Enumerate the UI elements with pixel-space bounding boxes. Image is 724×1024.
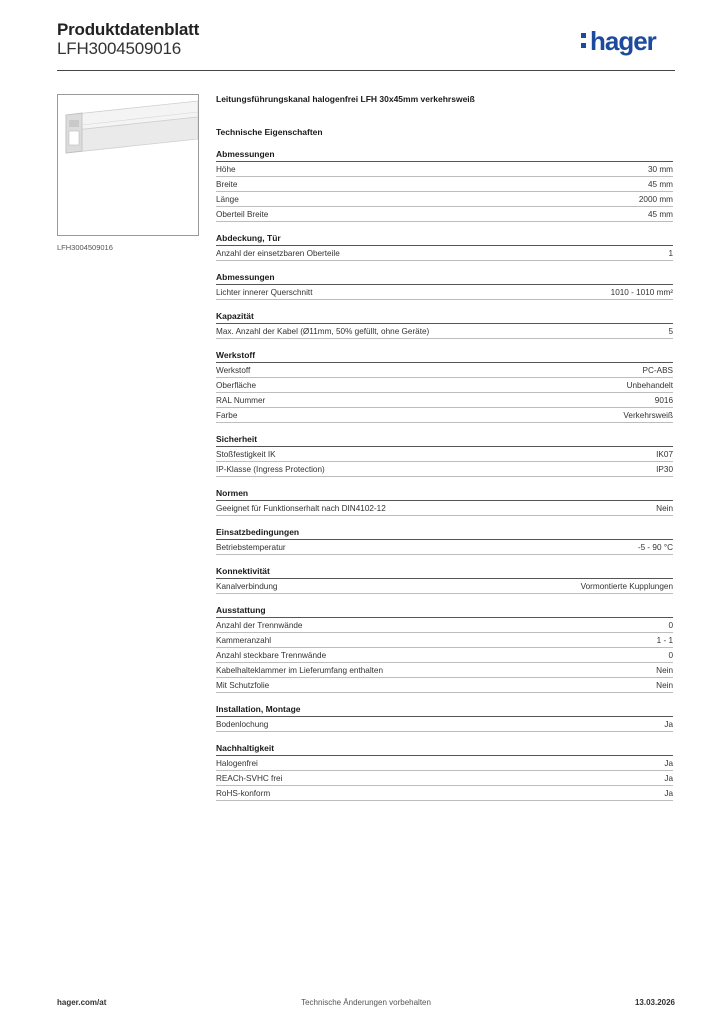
spec-label: Anzahl steckbare Trennwände (216, 650, 327, 660)
logo-text: hager (590, 26, 656, 56)
spec-label: Lichter innerer Querschnitt (216, 287, 313, 297)
spec-row (216, 378, 673, 393)
spec-group-title: Werkstoff (216, 349, 673, 363)
spec-group-title: Sicherheit (216, 433, 673, 447)
spec-value: Ja (664, 788, 673, 798)
spec-row (216, 618, 673, 633)
spec-group-title: Abdeckung, Tür (216, 232, 673, 246)
spec-groups (216, 148, 673, 801)
spec-value: Nein (656, 665, 673, 675)
spec-value: 2000 mm (638, 194, 673, 204)
spec-label: Farbe (216, 410, 238, 420)
spec-group-title: Konnektivität (216, 565, 673, 579)
spec-label: Werkstoff (216, 365, 251, 375)
spec-value: 1 - 1 (656, 635, 673, 645)
spec-group-title: Nachhaltigkeit (216, 742, 673, 756)
footer-date: 13.03.2026 (634, 998, 675, 1007)
spec-label: IP-Klasse (Ingress Protection) (216, 464, 325, 474)
spec-row (216, 633, 673, 648)
spec-row (216, 540, 673, 555)
spec-value: 0 (668, 650, 673, 660)
spec-row (216, 786, 673, 801)
logo-dots-icon (581, 33, 587, 51)
spec-group-title: Kapazität (216, 310, 673, 324)
spec-value: 45 mm (647, 209, 673, 219)
footer-notice: Technische Änderungen vorbehalten (301, 998, 431, 1007)
spec-group-title: Normen (216, 487, 673, 501)
spec-group-title: Ausstattung (216, 604, 673, 618)
spec-row (216, 648, 673, 663)
spec-label: Max. Anzahl der Kabel (Ø11mm, 50% gefüllt, ohne Geräte) (216, 326, 430, 336)
spec-row (216, 447, 673, 462)
spec-value: 5 (668, 326, 673, 336)
spec-label: Geeignet für Funktionserhalt nach DIN4102-12 (216, 503, 386, 513)
spec-value: 1 (668, 248, 673, 258)
spec-row (216, 324, 673, 339)
spec-row (216, 771, 673, 786)
spec-value: Nein (656, 503, 673, 513)
spec-group-title: Abmessungen (216, 148, 673, 162)
product-image (57, 94, 199, 236)
spec-row (216, 462, 673, 477)
spec-value: Nein (656, 680, 673, 690)
spec-label: Breite (216, 179, 238, 189)
spec-label: Länge (216, 194, 239, 204)
spec-label: Oberfläche (216, 380, 257, 390)
spec-label: Kanalverbindung (216, 581, 278, 591)
spec-row (216, 408, 673, 423)
spec-label: Anzahl der einsetzbaren Oberteile (216, 248, 340, 258)
section-heading: Technische Eigenschaften (216, 127, 323, 137)
article-number: LFH3004509016 (57, 39, 182, 58)
spec-label: Stoßfestigkeit IK (216, 449, 276, 459)
spec-label: Bodenlochung (216, 719, 269, 729)
spec-value: Vormontierte Kupplungen (580, 581, 673, 591)
spec-value: PC-ABS (642, 365, 673, 375)
footer-website: hager.com/at (57, 998, 107, 1007)
spec-value: 0 (668, 620, 673, 630)
spec-group-title: Einsatzbedingungen (216, 526, 673, 540)
spec-group-title: Abmessungen (216, 271, 673, 285)
spec-value: -5 - 90 °C (637, 542, 673, 552)
spec-row (216, 246, 673, 261)
spec-group-title: Installation, Montage (216, 703, 673, 717)
spec-row (216, 678, 673, 693)
spec-content (216, 92, 673, 801)
spec-label: Mit Schutzfolie (216, 680, 270, 690)
spec-label: Anzahl der Trennwände (216, 620, 303, 630)
spec-label: Betriebstemperatur (216, 542, 286, 552)
spec-label: Halogenfrei (216, 758, 258, 768)
spec-value: IP30 (656, 464, 673, 474)
spec-row (216, 393, 673, 408)
image-caption: LFH3004509016 (57, 243, 113, 252)
spec-row (216, 192, 673, 207)
spec-value: Unbehandelt (626, 380, 673, 390)
spec-row (216, 663, 673, 678)
spec-value: Ja (664, 758, 673, 768)
spec-row (216, 717, 673, 732)
document-title: Produktdatenblatt (57, 20, 200, 39)
spec-label: Kabelhalteklammer im Lieferumfang enthalten (216, 665, 384, 675)
spec-value: 1010 - 1010 mm² (610, 287, 673, 297)
spec-value: Verkehrsweiß (623, 410, 673, 420)
spec-label: Kammeranzahl (216, 635, 272, 645)
spec-label: REACh-SVHC frei (216, 773, 283, 783)
spec-row (216, 177, 673, 192)
spec-value: Ja (664, 719, 673, 729)
spec-label: RoHS-konform (216, 788, 271, 798)
spec-row (216, 363, 673, 378)
spec-row (216, 207, 673, 222)
spec-row (216, 501, 673, 516)
spec-row (216, 162, 673, 177)
spec-row (216, 579, 673, 594)
spec-value: 30 mm (647, 164, 673, 174)
spec-value: IK07 (656, 449, 673, 459)
header-divider (57, 70, 675, 71)
spec-label: Höhe (216, 164, 236, 174)
spec-value: Ja (664, 773, 673, 783)
hager-logo (590, 28, 656, 54)
spec-value: 45 mm (647, 179, 673, 189)
product-name: Leitungsführungskanal halogenfrei LFH 30x45mm verkehrsweiß (216, 94, 475, 104)
spec-row (216, 756, 673, 771)
cable-duct-illustration (58, 95, 198, 235)
spec-label: RAL Nummer (216, 395, 266, 405)
spec-value: 9016 (654, 395, 673, 405)
spec-label: Oberteil Breite (216, 209, 269, 219)
spec-row (216, 285, 673, 300)
